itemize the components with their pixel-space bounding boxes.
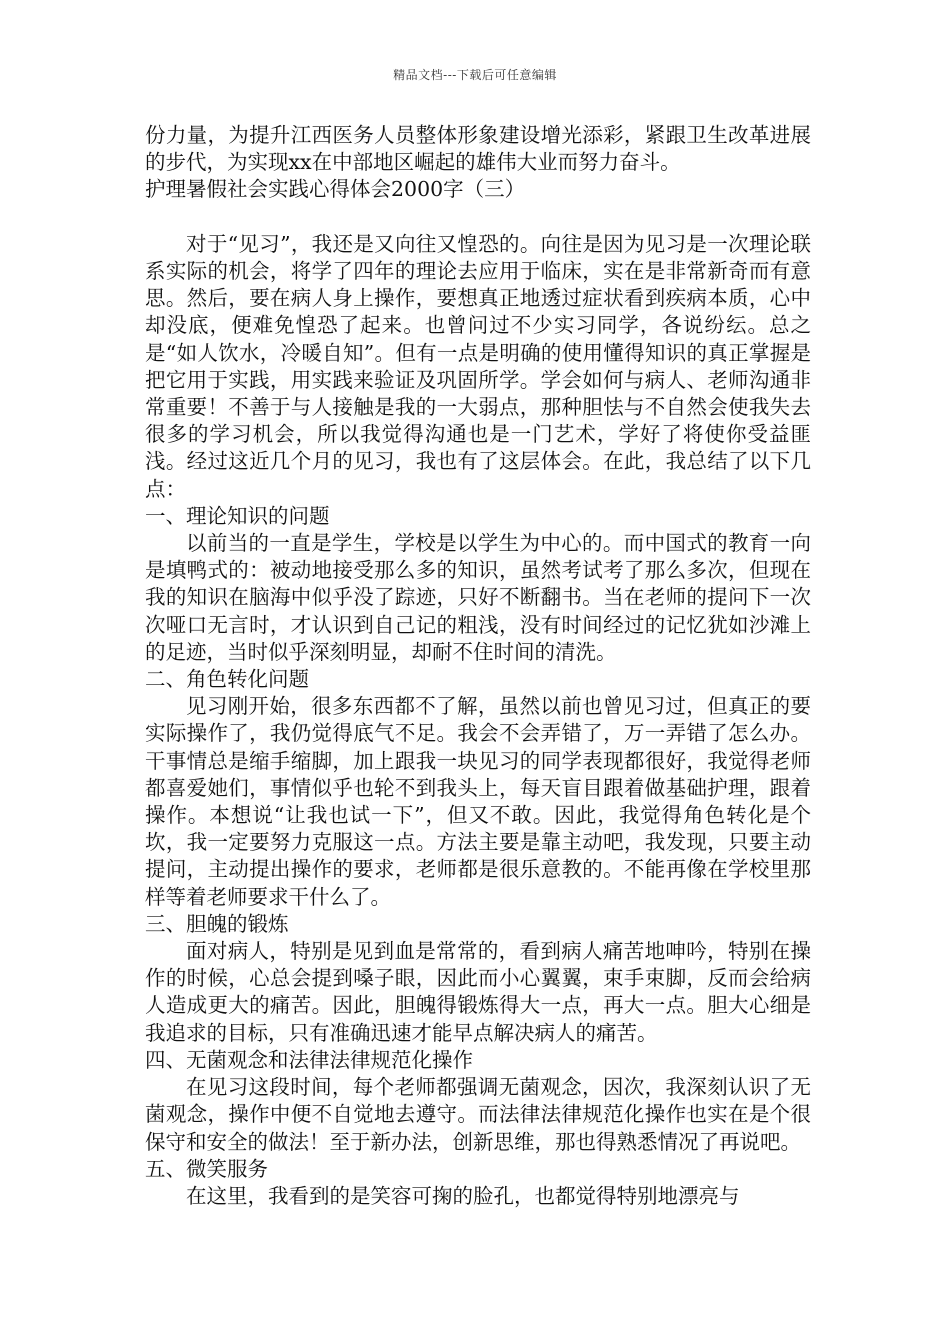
paragraph-courage: 面对病人，特别是见到血是常常的，看到病人痛苦地呻吟，特别在操作的时候，心总会提到嗓子眼，因此而小心翼翼，束手束脚，反而会给病人造成更大的痛苦。因此，胆魄得锻炼得大一点，再大一点。胆大心细是我追求的目标，只有准确迅速才能早点解决病人的痛苦。 [145,939,811,1045]
paragraph-1: 份力量，为提升江西医务人员整体形象建设增光添彩，紧跟卫生改革进展的步代，为实现xx在中部地区崛起的雄伟大业而努力奋斗。 [145,123,811,175]
paragraph-role-change: 见习刚开始，很多东西都不了解，虽然以前也曾见习过，但真正的要实际操作了，我仍觉得底气不足。我会不会弄错了，万一弄错了怎么办。干事情总是缩手缩脚，加上跟我一块见习的同学表现都很好，我觉得老师都喜爱她们，事情似乎也轮不到我头上，每天盲目跟着做基础护理，跟着操作。本想说“让我也试一下”，但又不敢。因此，我觉得角色转化是个坎，我一定要努力克服这一点。方法主要是靠主动吧，我发现，只要主动提问，主动提出操作的要求，老师都是很乐意教的。不能再像在学校里那样等着老师要求干什么了。 [145,694,811,909]
paragraph-smile-service: 在这里，我看到的是笑容可掬的脸孔，也都觉得特别地漂亮与 [186,1183,740,1208]
paragraph-aseptic: 在见习这段时间，每个老师都强调无菌观念，因次，我深刻认识了无菌观念，操作中便不自觉地去遵守。而法律法律规范化操作也实在是个很保守和安全的做法！至于新办法，创新思维，那也得熟悉情况了再说吧。 [145,1075,811,1154]
heading-smile-service: 五、微笑服务 [145,1156,268,1181]
document-header-note: 精品文档---下载后可任意编辑 [393,68,557,82]
heading-aseptic: 四、无菌观念和法律法律规范化操作 [145,1047,473,1072]
heading-role-change: 二、角色转化问题 [145,667,309,692]
blank-line [145,204,811,231]
section-title: 护理暑假社会实践心得体会2000字（三） [145,177,526,202]
heading-theory: 一、理论知识的问题 [145,503,330,528]
paragraph-intro: 对于“见习”，我还是又向往又惶恐的。向往是因为见习是一次理论联系实际的机会，将学了四年的理论去应用于临床，实在是非常新奇而有意思。然后，要在病人身上操作，要想真正地透过症状看到疾病本质，心中却没底，便难免惶恐了起来。也曾问过不少实习同学，各说纷纭。总之是“如人饮水，冷暖自知”。但有一点是明确的使用懂得知识的真正掌握是把它用于实践，用实践来验证及巩固所学。学会如何与病人、老师沟通非常重要！不善于与人接触是我的一大弱点，那种胆怯与不自然会使我失去很多的学习机会，所以我觉得沟通也是一门艺术，学好了将使你受益匪浅。经过这近几个月的见习，我也有了这层体会。在此，我总结了以下几点： [145,231,811,501]
heading-courage: 三、胆魄的锻炼 [145,911,289,936]
document-body [145,122,811,1210]
paragraph-theory: 以前当的一直是学生，学校是以学生为中心的。而中国式的教育一向是填鸭式的：被动地接受那么多的知识，虽然考试考了那么多次，但现在我的知识在脑海中似乎没了踪迹，只好不断翻书。当在老师的提问下一次次哑口无言时，才认识到自己记的粗浅，没有时间经过的记忆犹如沙滩上的足迹，当时似乎深刻明显，却耐不住时间的清洗。 [145,531,811,664]
